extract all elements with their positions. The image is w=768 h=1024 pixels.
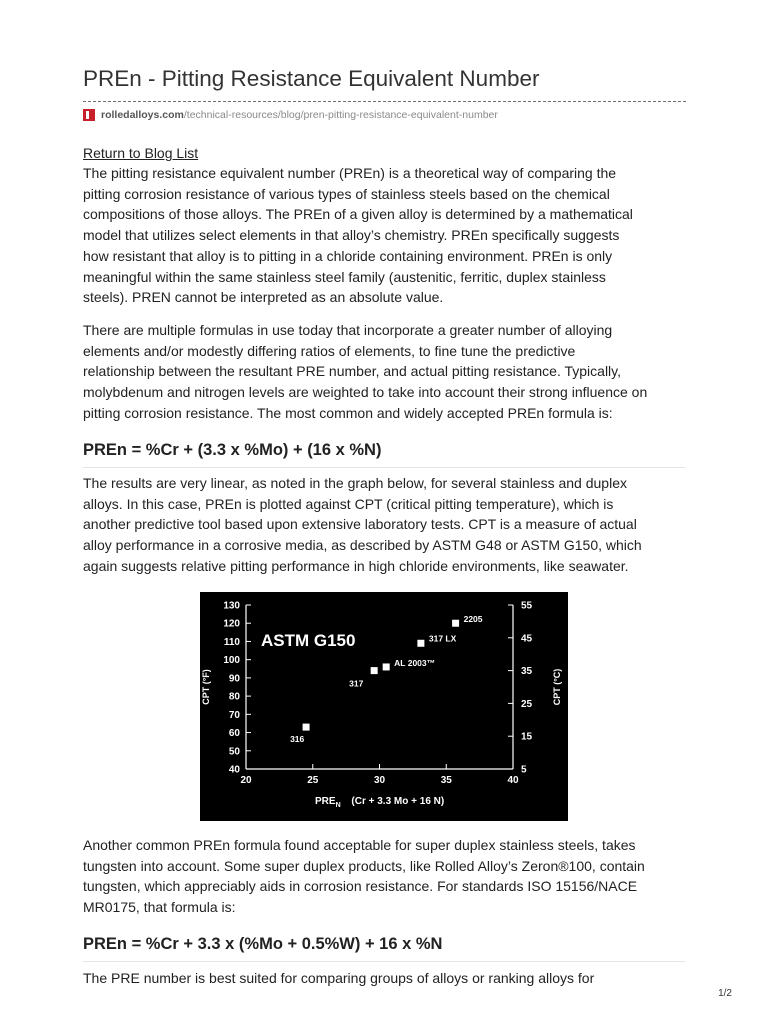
text-line: compositions of those alloys. The PREn of a given alloy is determined by a mathematical bbox=[83, 206, 633, 223]
formula-heading-2: PREn = %Cr + 3.3 x (%Mo + 0.5%W) + 16 x %N bbox=[83, 935, 443, 953]
y-tick-label: 50 bbox=[228, 746, 240, 758]
paragraph-formulas bbox=[83, 320, 693, 424]
y-tick-label: 70 bbox=[228, 709, 240, 721]
text-line: MR0175, that formula is: bbox=[83, 899, 236, 916]
text-line: pitting corrosion resistance of various types of stainless steels based on the chemical bbox=[83, 185, 610, 202]
text-line: pitting corrosion resistance. The most common and widely accepted PREn formula is: bbox=[83, 404, 613, 421]
text-line: relationship between the resultant PRE number, and actual pitting resistance. Typically, bbox=[83, 363, 622, 380]
title-divider bbox=[83, 101, 686, 102]
text-line: tungsten into account. Some super duplex products, like Rolled Alloy’s Zeron®100, contain bbox=[83, 857, 645, 874]
text-line: again suggests relative pitting performance in high chloride environments, like seawater. bbox=[83, 557, 629, 574]
x-tick-label: 40 bbox=[507, 775, 519, 786]
x-tick-label: 20 bbox=[240, 775, 252, 786]
x-axis-label bbox=[315, 796, 444, 809]
y-right-tick-label: 15 bbox=[521, 731, 533, 743]
text-line: There are multiple formulas in use today that incorporate a greater number of alloying bbox=[83, 322, 613, 338]
text-line: another predictive tool based upon extensive laboratory tests. CPT is a measure of actual bbox=[83, 516, 637, 533]
page-title: PREn - Pitting Resistance Equivalent Number bbox=[83, 66, 540, 91]
x-axis-label-subscript: N bbox=[335, 802, 341, 809]
text-line: Another common PREn formula found acceptable for super duplex stainless steels, takes bbox=[83, 837, 636, 853]
data-point-label: 316 bbox=[290, 734, 305, 745]
paragraph-pre-usage bbox=[83, 968, 693, 989]
text-line: alloy performance in a corrosive media, as described by ASTM G48 or ASTM G150, which bbox=[83, 537, 642, 554]
text-line: steels). PREN cannot be interpreted as an absolute value. bbox=[83, 289, 444, 306]
data-point-label: 317 bbox=[349, 678, 364, 689]
text-line: molybdenum and nitrogen levels are weighted to take into account their strong influence on bbox=[83, 384, 648, 401]
text-line: The pitting resistance equivalent number (PREn) is a theoretical way of comparing the bbox=[83, 165, 617, 181]
source-path[interactable]: /technical-resources/blog/pren-pitting-resistance-equivalent-number bbox=[183, 109, 498, 121]
text-line: model that utilizes select elements in that alloy’s chemistry. PREn specifically suggests bbox=[83, 227, 620, 244]
data-point-label: 317 LX bbox=[428, 633, 457, 644]
y-tick-label: 110 bbox=[223, 636, 240, 648]
x-tick-label: 30 bbox=[373, 775, 386, 786]
y-right-tick-label: 35 bbox=[521, 666, 533, 678]
data-point-label: AL 2003™ bbox=[394, 657, 436, 668]
y-tick-label: 80 bbox=[228, 691, 240, 703]
y-tick-label: 40 bbox=[228, 764, 240, 776]
x-axis-label-formula: (Cr + 3.3 Mo + 16 N) bbox=[348, 796, 445, 807]
x-axis-label-main: PRE bbox=[315, 796, 336, 807]
chart-axes bbox=[201, 601, 562, 810]
y-axis-left-label: CPT (°F) bbox=[201, 669, 211, 705]
x-tick-label: 25 bbox=[307, 775, 319, 786]
y-tick-label: 120 bbox=[223, 618, 240, 630]
y-tick-label: 60 bbox=[228, 728, 240, 740]
x-tick-label: 35 bbox=[440, 775, 452, 786]
y-tick-label: 100 bbox=[223, 655, 240, 667]
text-line: tungsten, which appreciably aids in corrosion resistance. For standards ISO 15156/NACE bbox=[83, 878, 638, 895]
text-line: elements and/or modestly differing ratios of elements, to fine tune the predictive bbox=[83, 342, 576, 359]
data-point-marker bbox=[452, 620, 459, 627]
paragraph-super-duplex bbox=[83, 835, 693, 918]
data-point-marker bbox=[417, 640, 424, 647]
source-domain[interactable]: rolledalloys.com bbox=[101, 109, 184, 121]
formula-heading-1: PREn = %Cr + (3.3 x %Mo) + (16 x %N) bbox=[83, 441, 382, 459]
text-line: how resistant that alloy is to pitting in a chloride containing environment. PREn is only bbox=[83, 247, 613, 264]
text-line: The PRE number is best suited for comparing groups of alloys or ranking alloys for bbox=[83, 970, 595, 986]
text-line: alloys. In this case, PREn is plotted against CPT (critical pitting temperature), which is bbox=[83, 495, 614, 512]
paragraph-intro bbox=[83, 163, 693, 308]
chart-title: ASTM G150 bbox=[261, 631, 356, 650]
chart-svg bbox=[200, 592, 568, 821]
y-right-tick-label: 5 bbox=[521, 764, 527, 776]
data-point-marker bbox=[303, 724, 310, 731]
data-point-marker bbox=[383, 663, 390, 670]
text-line: The results are very linear, as noted in the graph below, for several stainless and duplex bbox=[83, 475, 627, 491]
y-tick-label: 130 bbox=[223, 600, 240, 612]
y-right-tick-label: 45 bbox=[521, 633, 533, 645]
paragraph-results bbox=[83, 473, 693, 577]
formula-divider bbox=[83, 961, 685, 962]
y-right-tick-label: 55 bbox=[521, 600, 533, 612]
y-tick-label: 90 bbox=[228, 673, 240, 685]
data-point-marker bbox=[371, 667, 378, 674]
cpt-vs-pren-chart bbox=[200, 592, 568, 821]
y-axis-right-label: CPT (°C) bbox=[552, 668, 562, 706]
data-point-label: 2205 bbox=[463, 614, 483, 625]
return-to-blog-list-link[interactable]: Return to Blog List bbox=[83, 145, 199, 161]
source-url[interactable] bbox=[83, 109, 498, 121]
site-favicon-icon bbox=[83, 109, 95, 121]
formula-divider bbox=[83, 467, 685, 468]
y-right-tick-label: 25 bbox=[521, 698, 533, 710]
page-number: 1/2 bbox=[718, 988, 732, 999]
text-line: meaningful within the same stainless steel family (austenitic, ferritic, duplex stainless bbox=[83, 268, 606, 285]
